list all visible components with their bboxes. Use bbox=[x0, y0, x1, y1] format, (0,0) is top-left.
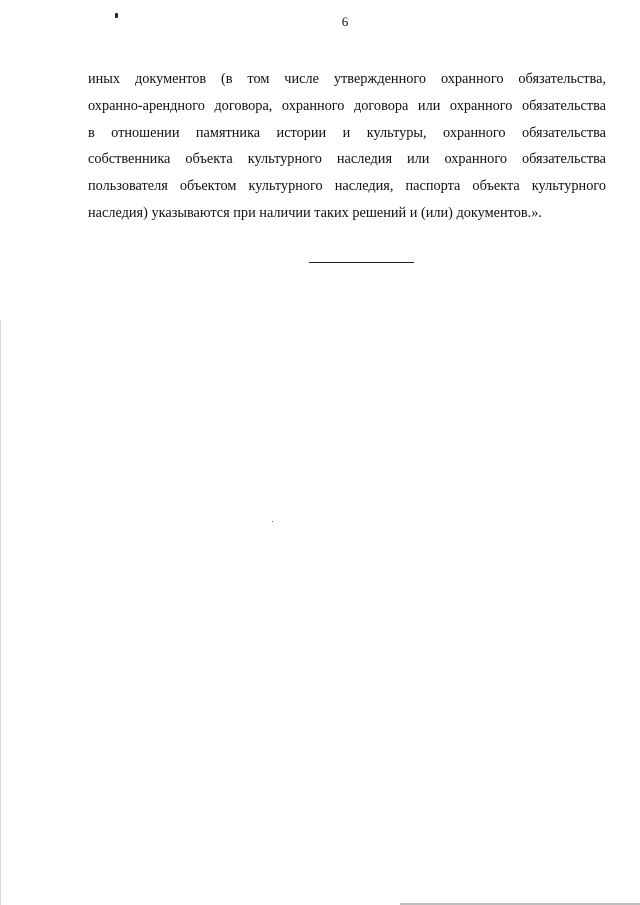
text-line: охранно-арендного договора, охранного договора или охранного обязательства bbox=[88, 97, 606, 114]
text-line: собственника объекта культурного наследия или охранного обязательства bbox=[88, 151, 606, 168]
text-line: наследия) указываются при наличии таких решений и (или) документов.». bbox=[88, 204, 542, 221]
scan-artifact-dot bbox=[272, 521, 273, 522]
scan-left-edge bbox=[0, 320, 1, 905]
page-number: 6 bbox=[341, 14, 349, 29]
text-line: иных документов (в том числе утвержденного охранного обязательства, bbox=[88, 71, 606, 87]
end-separator-line bbox=[309, 262, 414, 263]
text-line: пользователя объектом культурного наследия, паспорта объекта культурного bbox=[88, 178, 606, 195]
body-paragraph bbox=[88, 66, 606, 227]
text-line: в отношении памятника истории и культуры, охранного обязательства bbox=[88, 124, 606, 141]
